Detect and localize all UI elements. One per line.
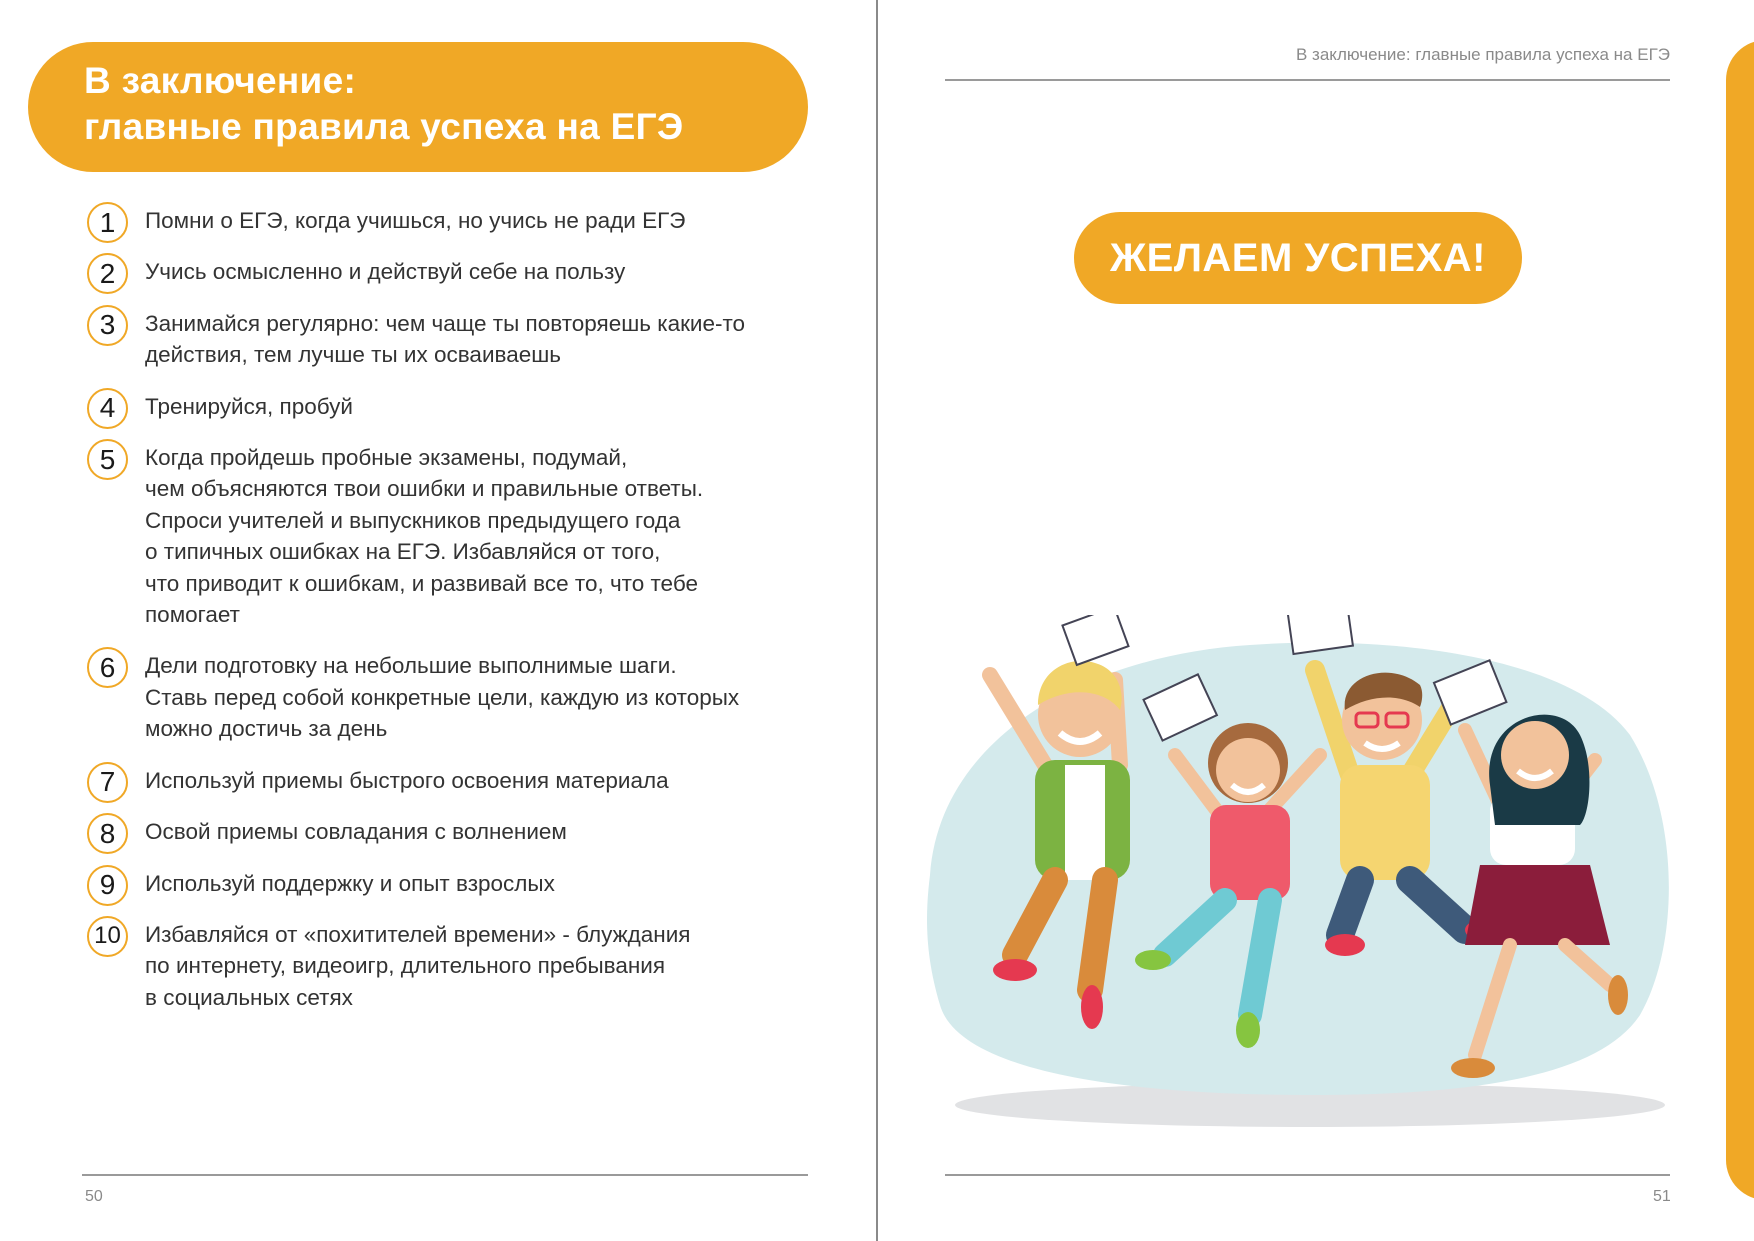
rule-number-badge: 10 [87,916,128,957]
rule-text: Учись осмысленно и действуй себе на пользу [145,259,626,285]
rule-text: Помни о ЕГЭ, когда учишься, но учись не ради ЕГЭ [145,208,686,233]
rule-item [85,765,825,796]
footer-rule-right [945,1174,1670,1176]
chapter-title-line-2: главные правила успеха на ЕГЭ [84,106,684,147]
rule-text: Избавляйся от «похитителей времени» - блуждания по интернету, видеоигр, длительного пребывания в социальных сетях [145,921,691,1010]
rule-item [85,205,825,236]
page-number-right: 51 [1653,1188,1671,1205]
page-number-left: 50 [85,1188,103,1205]
edge-tab [1726,40,1754,1200]
rule-item [85,650,825,744]
jumping-students-illustration [920,615,1700,1135]
rule-number-badge: 7 [87,762,128,803]
rule-number-badge: 4 [87,388,128,429]
chapter-title-line-1: В заключение: [84,60,357,101]
wish-banner: ЖЕЛАЕМ УСПЕХА! [1074,212,1522,304]
rule-item [85,391,825,422]
rule-text: Занимайся регулярно: чем чаще ты повторяешь какие-то действия, тем лучше ты их осваиваешь [145,310,746,368]
rule-text: Освой приемы совладания с волнением [145,819,567,845]
rule-number-badge: 5 [87,439,128,480]
rule-item [85,868,825,899]
header-rule-right [945,79,1670,81]
rule-item [85,308,825,371]
page-spine [876,0,878,1241]
rule-number-badge: 9 [87,865,128,906]
rule-text: Когда пройдешь пробные экзамены, подумай, чем объясняются твои ошибки и правильные ответы. Спроси учителей и выпускников предыдущего года о типичных ошибках на ЕГЭ. Избавляйся от того, что приводит к ошибкам, и развивай все то, что тебе помогает [145,445,704,628]
rule-text: Дели подготовку на небольшие выполнимые шаги. Ставь перед собой конкретные цели, каждую из которых можно достичь за день [145,653,740,742]
rule-item [85,919,825,1013]
rule-item [85,816,825,847]
rule-text: Тренируйся, пробуй [145,393,353,419]
rule-item [85,256,825,287]
rule-number-badge: 8 [87,813,128,854]
footer-rule-left [82,1174,808,1176]
rule-text: Используй поддержку и опыт взрослых [145,870,555,896]
rule-number-badge: 6 [87,647,128,688]
running-head: В заключение: главные правила успеха на ЕГЭ [1296,45,1670,64]
rules-list [85,205,825,1033]
rule-item [85,442,825,630]
rule-number-badge: 3 [87,305,128,346]
rule-number-badge: 1 [87,202,128,243]
rule-number-badge: 2 [87,253,128,294]
chapter-title-banner [28,42,808,172]
rule-text: Используй приемы быстрого освоения материала [145,767,669,793]
